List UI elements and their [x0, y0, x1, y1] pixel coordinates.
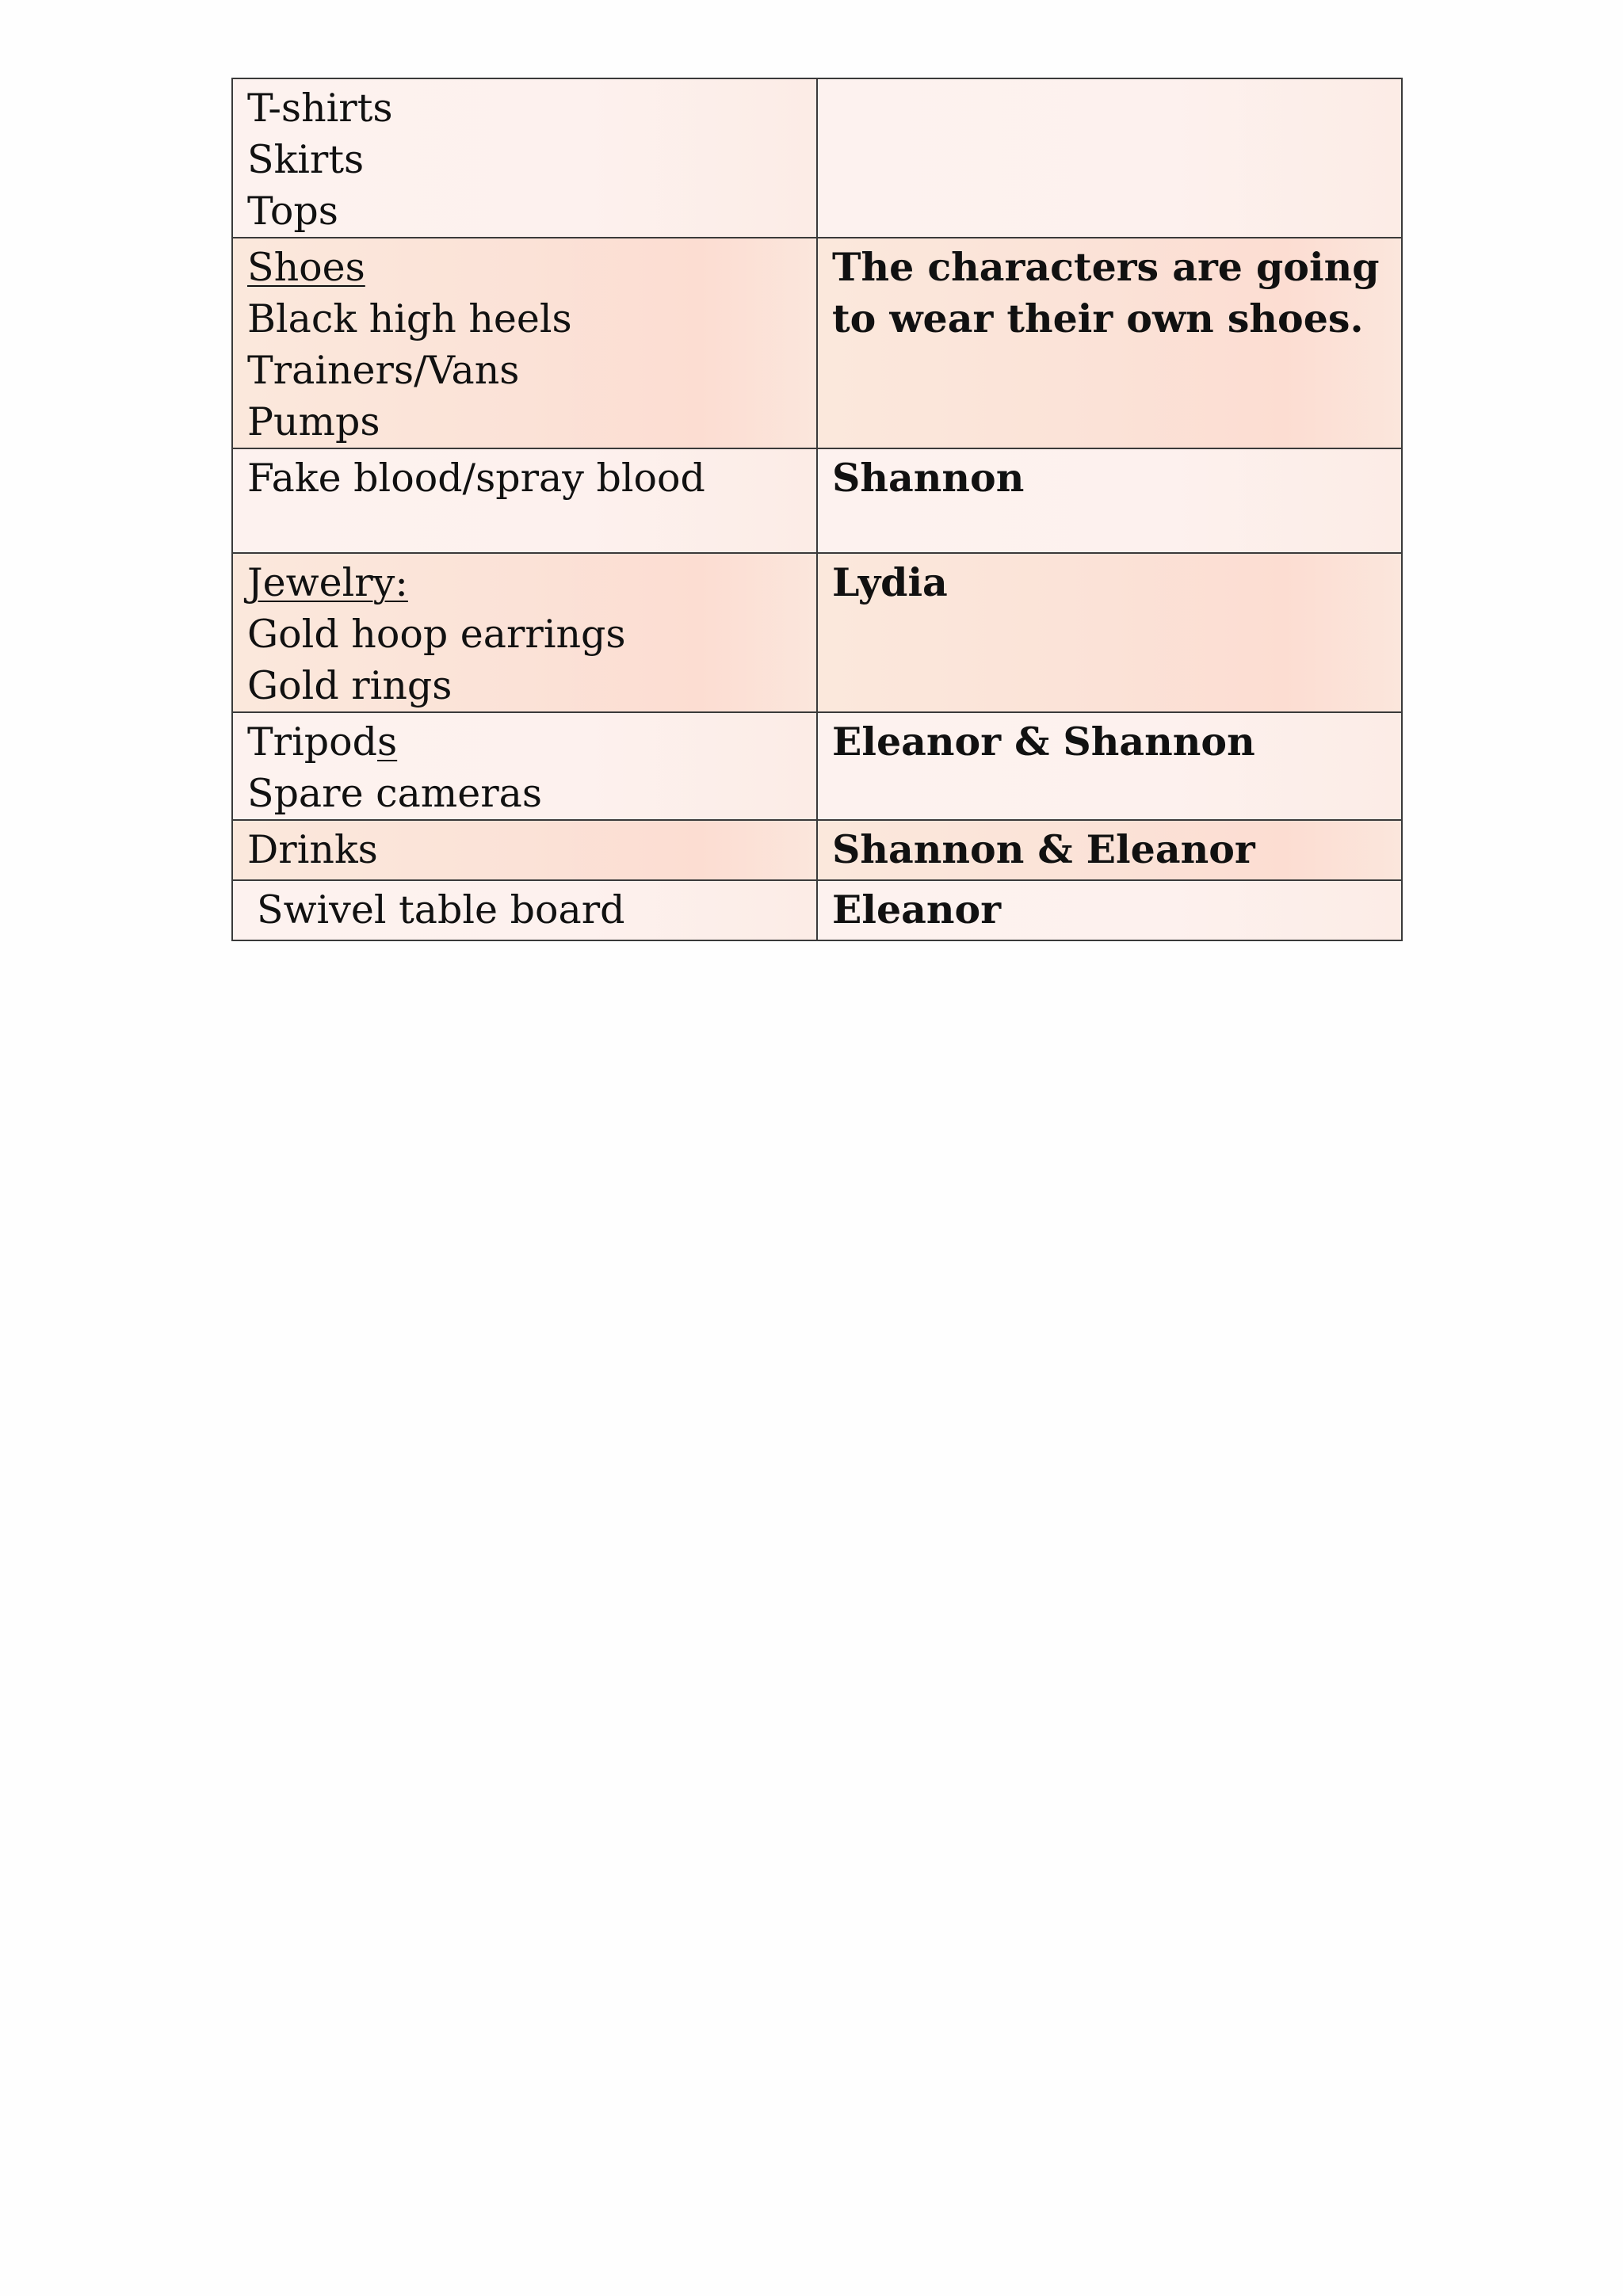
table-row [232, 712, 1402, 820]
item-cell [232, 78, 817, 238]
item-text: Skirts [247, 137, 365, 182]
item-text: Fake blood/spray blood [247, 456, 705, 501]
table-row [232, 238, 1402, 448]
table-row [232, 820, 1402, 880]
responsible-cell [817, 880, 1402, 940]
item-text: Gold rings [247, 663, 453, 708]
item-text: Tripod [247, 719, 378, 765]
item-text: Tops [247, 189, 338, 234]
item-cell [232, 238, 817, 448]
responsible-text: The characters are going to wear their own shoes. [832, 244, 1380, 341]
responsible-text: Lydia [832, 559, 948, 605]
props-table [231, 78, 1403, 941]
item-text: Drinks [247, 827, 378, 872]
table-row [232, 880, 1402, 940]
table-row [232, 78, 1402, 238]
item-text: Black high heels [247, 296, 572, 341]
item-text: Swivel table board [257, 887, 625, 933]
item-text: Spare cameras [247, 771, 543, 816]
responsible-cell [817, 78, 1402, 238]
item-cell [232, 553, 817, 712]
item-cell [232, 820, 817, 880]
item-heading: Shoes [247, 245, 365, 290]
responsible-cell [817, 712, 1402, 820]
responsible-text: Eleanor & Shannon [832, 719, 1255, 765]
item-text: Gold hoop earrings [247, 612, 626, 657]
item-text: T-shirts [247, 86, 393, 131]
table-row [232, 448, 1402, 553]
item-cell [232, 712, 817, 820]
responsible-text: Shannon & Eleanor [832, 826, 1255, 872]
item-cell [232, 448, 817, 553]
item-text-tripods [247, 716, 802, 768]
item-text-suffix: s [377, 719, 398, 765]
item-text: Trainers/Vans [247, 348, 520, 393]
item-heading: Jewelry: [247, 560, 408, 605]
responsible-text: Eleanor [832, 887, 1002, 933]
item-text: Pumps [247, 399, 380, 444]
responsible-cell [817, 820, 1402, 880]
responsible-cell [817, 238, 1402, 448]
responsible-cell [817, 553, 1402, 712]
table-row [232, 553, 1402, 712]
item-cell [232, 880, 817, 940]
responsible-cell [817, 448, 1402, 553]
responsible-text: Shannon [832, 455, 1025, 501]
